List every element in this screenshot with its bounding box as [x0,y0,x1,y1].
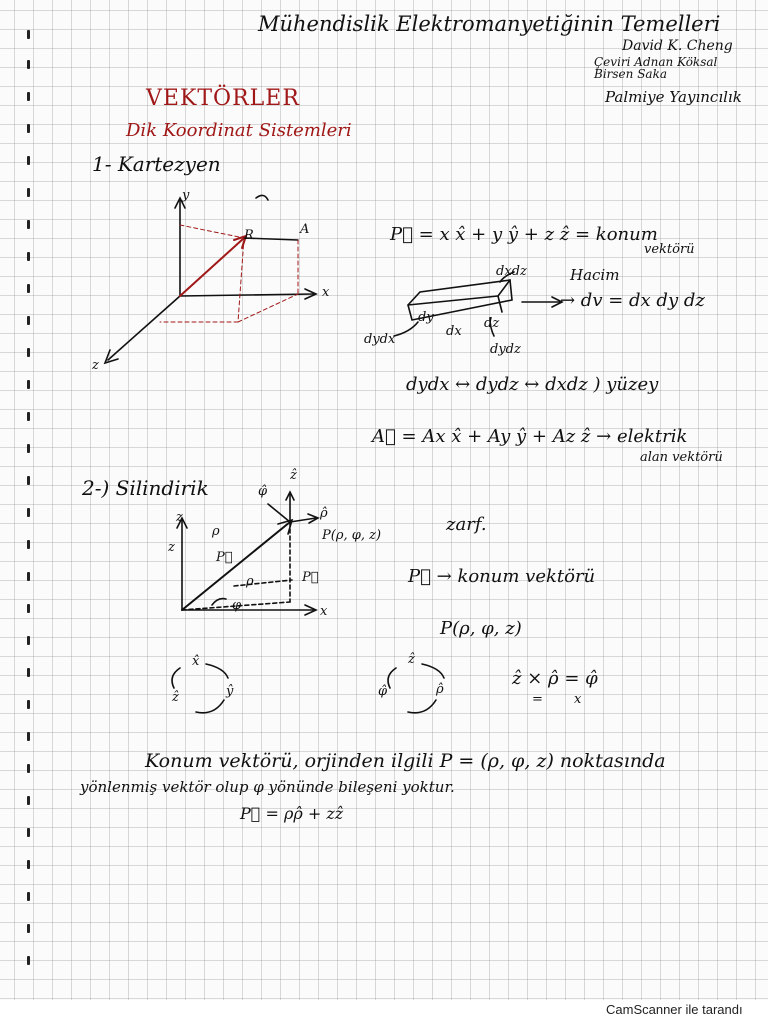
book-author: David K. Cheng [622,38,733,54]
cartesian-heading: 1- Kartezyen [92,152,221,176]
cyl-position-line: P⃗ → konum vektörü [408,566,596,587]
cyl-rho-label-2: ρ [246,574,254,589]
cyl-axis-label-z: z [176,510,183,525]
cycle2-rho: ρ̂ [436,682,444,697]
cyl-unit-phi: φ̂ [258,484,268,499]
field-equation: A⃗ = Ax x̂ + Ay ŷ + Az ẑ → elektrik [372,426,688,447]
vector-label-r: R [244,228,254,243]
position-vector-note: vektörü [644,242,695,257]
box-label-dxdz: dxdz [496,264,527,279]
position-vector-equation: P⃗ = x x̂ + y ŷ + z ẑ = konum [390,224,658,245]
field-note: alan vektörü [640,450,723,465]
book-translators: Çeviri Adnan Köksal Birsen Saka [594,55,718,81]
cyl-vector-label-p2: P⃗ [302,570,319,585]
cyl-height-label-z: z [168,540,175,555]
cyl-axis-label-x: x [320,604,328,619]
cyl-unit-z: ẑ [290,468,297,483]
volume-equation: → dv = dx dy dz [560,290,705,311]
box-label-dz: dz [484,316,500,331]
cyl-vector-label-p: P⃗ [216,550,233,565]
paragraph-line-2: yönlenmiş vektör olup φ yönünde bileşeni yoktur. [80,778,455,796]
section-subtitle: Dik Koordinat Sistemleri [126,120,352,141]
paragraph-line-1: Konum vektörü, orjinden ilgili P = (ρ, φ, z) noktasında [145,750,666,772]
cycle1-x: x̂ [192,654,200,669]
axis-label-y: y [182,188,190,203]
cyl-unit-rho: ρ̂ [320,506,328,521]
book-title: Mühendislik Elektromanyetiğinin Temelleri [258,12,721,36]
vector-label-a: A [300,222,310,237]
cycle2-phi: φ̂ [378,684,388,699]
paragraph-equation: P⃗ = ρρ̂ + zẑ [240,804,344,823]
book-publisher: Palmiye Yayıncılık [605,88,742,106]
cross-product-equation: ẑ × ρ̂ = φ̂ [512,668,598,689]
box-label-dy: dy [418,310,434,325]
cyl-note: zarf. [446,514,487,535]
cylindrical-heading: 2-) Silindirik [82,476,209,500]
box-label-dx: dx [446,324,462,339]
cyl-rho-label: ρ [212,524,220,539]
cycle2-z: ẑ [408,652,415,667]
scanner-watermark: CamScanner ile tarandı [606,1002,743,1017]
axis-label-z: z [92,358,99,373]
cyl-point-label: P(ρ, φ, z) [322,528,382,543]
cycle1-z: ẑ [172,690,179,705]
box-label-dydx: dydx [364,332,396,347]
cross-mark-equals: = [532,692,543,707]
cyl-angle-label-phi: φ [232,598,242,613]
cycle1-y: ŷ [226,684,234,699]
surface-equation: dydx ↔ dydz ↔ dxdz ) yüzey [406,374,659,395]
cyl-position-point: P(ρ, φ, z) [440,618,522,639]
section-title: VEKTÖRLER [146,86,300,111]
axis-label-x: x [322,285,330,300]
volume-label: Hacim [570,266,620,284]
cross-mark-x: x [574,692,582,707]
box-label-dydz: dydz [490,342,521,357]
